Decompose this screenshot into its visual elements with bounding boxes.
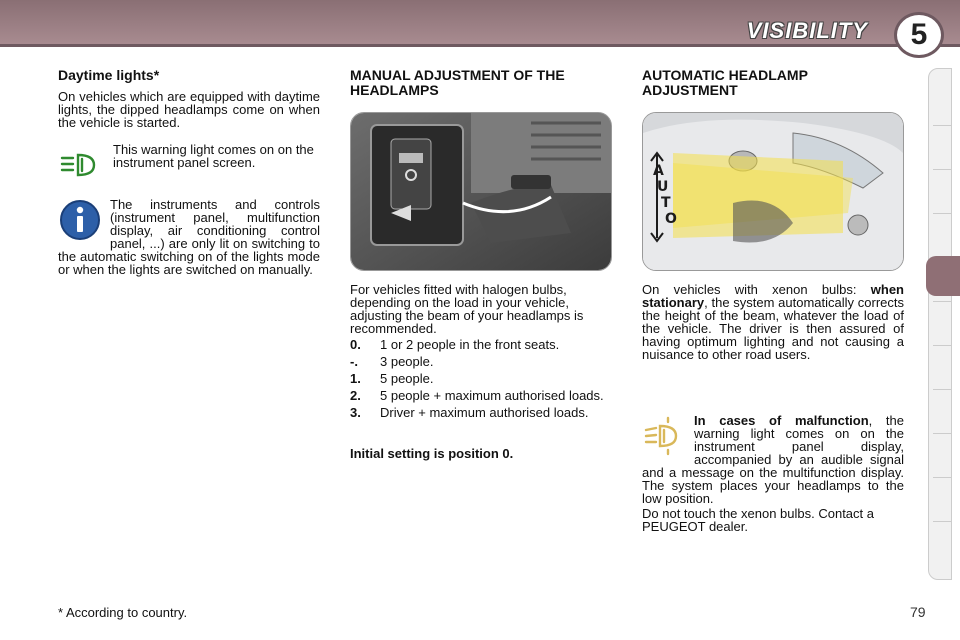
automatic-adjustment-title: AUTOMATIC HEADLAMP ADJUSTMENT [642, 67, 808, 98]
list-item [350, 355, 612, 368]
xenon-auto-rest: , the system automatically corrects the height of the beam, whatever the load of the vehicle. The driver is then assured of having optimum lighting and not causing a nuisance to other road users. [642, 295, 904, 362]
position-text: 5 people. [380, 371, 434, 386]
chapter-tabs [928, 68, 952, 580]
active-chapter-tab[interactable] [926, 256, 960, 296]
malfunction-bold: In cases of malfunction [694, 413, 869, 428]
photo-auto-letter-a: A [653, 163, 664, 179]
section-title: VISIBILITY [746, 18, 868, 43]
instruments-lit-text-body: The instruments and controls (instrument panel, multifunction display, air conditioning control panel, ...) are only lit on switching to the automatic switching on of the lights mode or when the lights are switched on manually. [58, 197, 320, 277]
position-number: 2. [350, 388, 361, 403]
list-item [350, 372, 612, 385]
position-text: 5 people + maximum authorised loads. [380, 388, 604, 403]
position-text: 1 or 2 people in the front seats. [380, 337, 560, 352]
photo-auto-letter-t: T [661, 195, 671, 211]
footnote: * According to country. [58, 605, 188, 620]
position-number: 0. [350, 337, 361, 352]
xenon-auto-bold: when stationary [642, 282, 904, 310]
list-item [350, 406, 612, 419]
daytime-lights-title: Daytime lights* [58, 67, 160, 83]
list-item [350, 389, 612, 402]
position-text: Driver + maximum authorised loads. [380, 405, 589, 420]
malfunction-text [642, 414, 904, 505]
header-divider [0, 44, 960, 47]
load-positions-list [350, 338, 612, 423]
headlamp-adjuster-photo [350, 112, 612, 271]
position-text: 3 people. [380, 354, 434, 369]
photo-auto-letter-u: U [657, 179, 669, 195]
position-number: 1. [350, 371, 361, 386]
manual-adjustment-title: MANUAL ADJUSTMENT OF THE HEADLAMPS [350, 67, 565, 98]
xenon-headlamp-photo [642, 112, 904, 271]
position-number: -. [350, 354, 358, 369]
xenon-auto-lead: On vehicles with xenon bulbs: [642, 282, 871, 297]
daytime-warning-light-icon [58, 148, 102, 182]
malfunction-rest: , the warning light comes on on the instrument panel display, accompanied by an audible signal and a message on the multifunction display. The system places your headlamps to the low position. [642, 413, 904, 506]
xenon-auto-text [642, 283, 904, 361]
photo-auto-letter-o: O [665, 211, 677, 227]
instruments-lit-text [58, 198, 320, 276]
position-number: 3. [350, 405, 361, 420]
initial-setting-note: Initial setting is position 0. [350, 446, 514, 461]
daytime-lights-intro: On vehicles which are equipped with daytime lights, the dipped headlamps come on when the vehicle is started. [58, 89, 320, 130]
chapter-number-badge: 5 [894, 12, 944, 58]
warning-light-text: This warning light comes on on the instrument panel screen. [113, 142, 314, 170]
page-number: 79 [910, 604, 926, 620]
list-item [350, 338, 612, 351]
dealer-note: Do not touch the xenon bulbs. Contact a PEUGEOT dealer. [642, 506, 874, 534]
manual-adjustment-intro: For vehicles fitted with halogen bulbs, depending on the load in your vehicle, adjusting the beam of your headlamps is recommended. [350, 282, 584, 336]
